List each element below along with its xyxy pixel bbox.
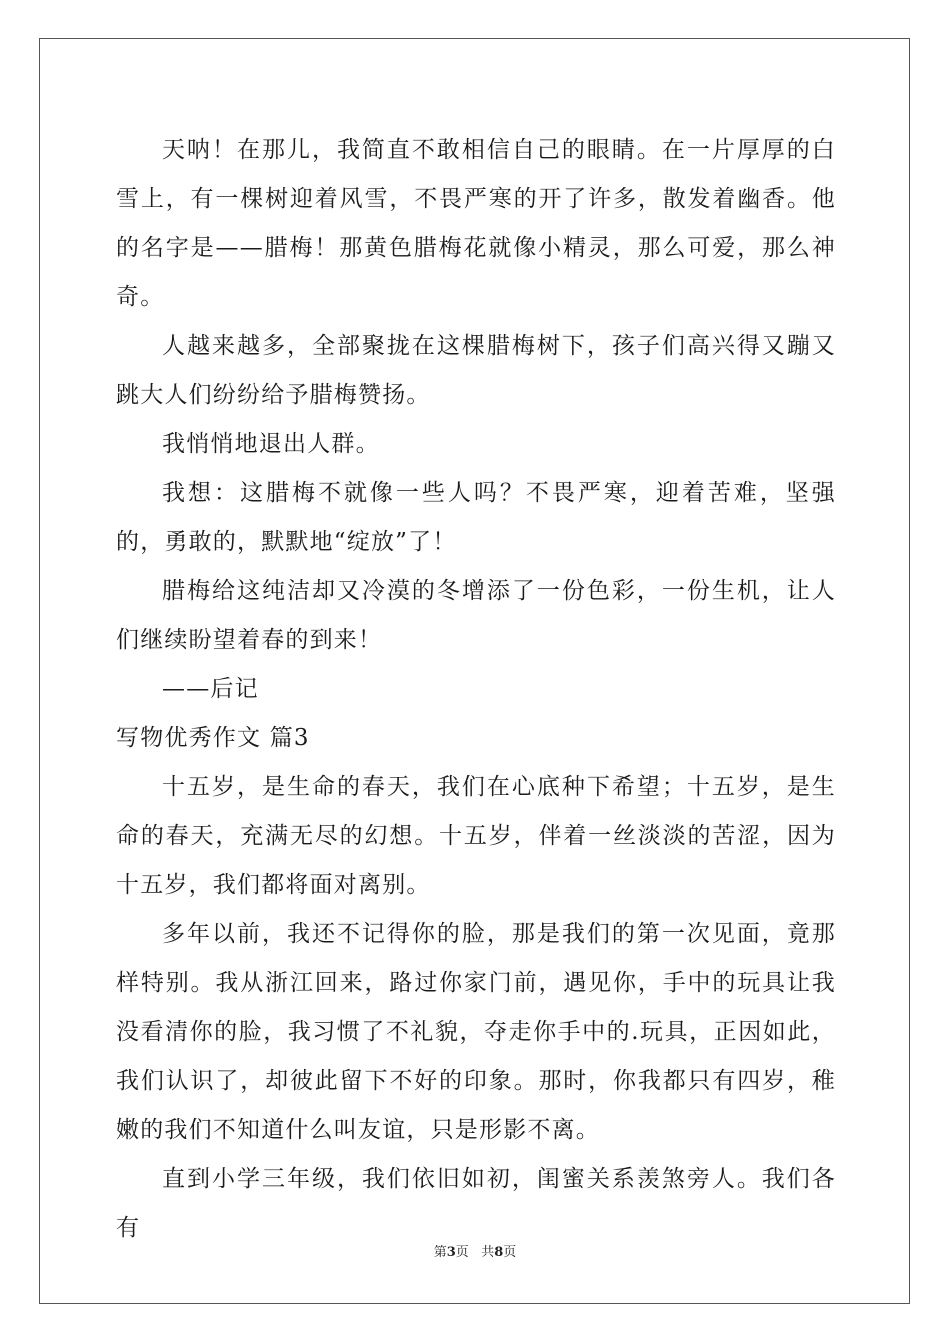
paragraph: 直到小学三年级，我们依旧如初，闺蜜关系羡煞旁人。我们各有 — [116, 1166, 836, 1241]
paragraph: 人越来越多，全部聚拢在这棵腊梅树下，孩子们高兴得又蹦又跳大人们纷纷给予腊梅赞扬。 — [116, 333, 836, 408]
paragraph: 腊梅给这纯洁却又冷漠的冬增添了一份色彩，一份生机，让人们继续盼望着春的到来！ — [116, 578, 836, 653]
paragraph: 我悄悄地退出人群。 — [162, 431, 380, 457]
page-total: 8 — [494, 1245, 504, 1260]
page-prefix: 第 — [433, 1245, 447, 1260]
paragraph: 我想：这腊梅不就像一些人吗？不畏严寒，迎着苦难，坚强的，勇敢的，默默地“绽放”了！ — [116, 480, 836, 555]
total-prefix: 共 — [481, 1245, 495, 1260]
page-unit: 页 — [455, 1245, 469, 1260]
total-unit: 页 — [503, 1245, 517, 1260]
paragraph: 天呐！在那儿，我简直不敢相信自己的眼睛。在一片厚厚的白雪上，有一棵树迎着风雪，不畏严寒的开了许多，散发着幽香。他的名字是——腊梅！那黄色腊梅花就像小精灵，那么可爱，那么神奇。 — [116, 137, 836, 310]
section-title: 写物优秀作文 篇3 — [116, 725, 310, 751]
afterword-signature: ——后记 — [162, 676, 259, 702]
page-footer — [0, 1245, 950, 1261]
page-number: 3 — [446, 1245, 456, 1260]
document-body — [116, 126, 836, 1253]
paragraph: 十五岁，是生命的春天，我们在心底种下希望；十五岁，是生命的春天，充满无尽的幻想。十五岁，伴着一丝淡淡的苦涩，因为十五岁，我们都将面对离别。 — [116, 774, 836, 898]
paragraph: 多年以前，我还不记得你的脸，那是我们的第一次见面，竟那样特别。我从浙江回来，路过你家门前，遇见你，手中的玩具让我没看清你的脸，我习惯了不礼貌，夺走你手中的.玩具，正因如此，我们认识了，却彼此留下不好的印象。那时，你我都只有四岁，稚嫩的我们不知道什么叫友谊，只是形影不离。 — [116, 921, 836, 1143]
